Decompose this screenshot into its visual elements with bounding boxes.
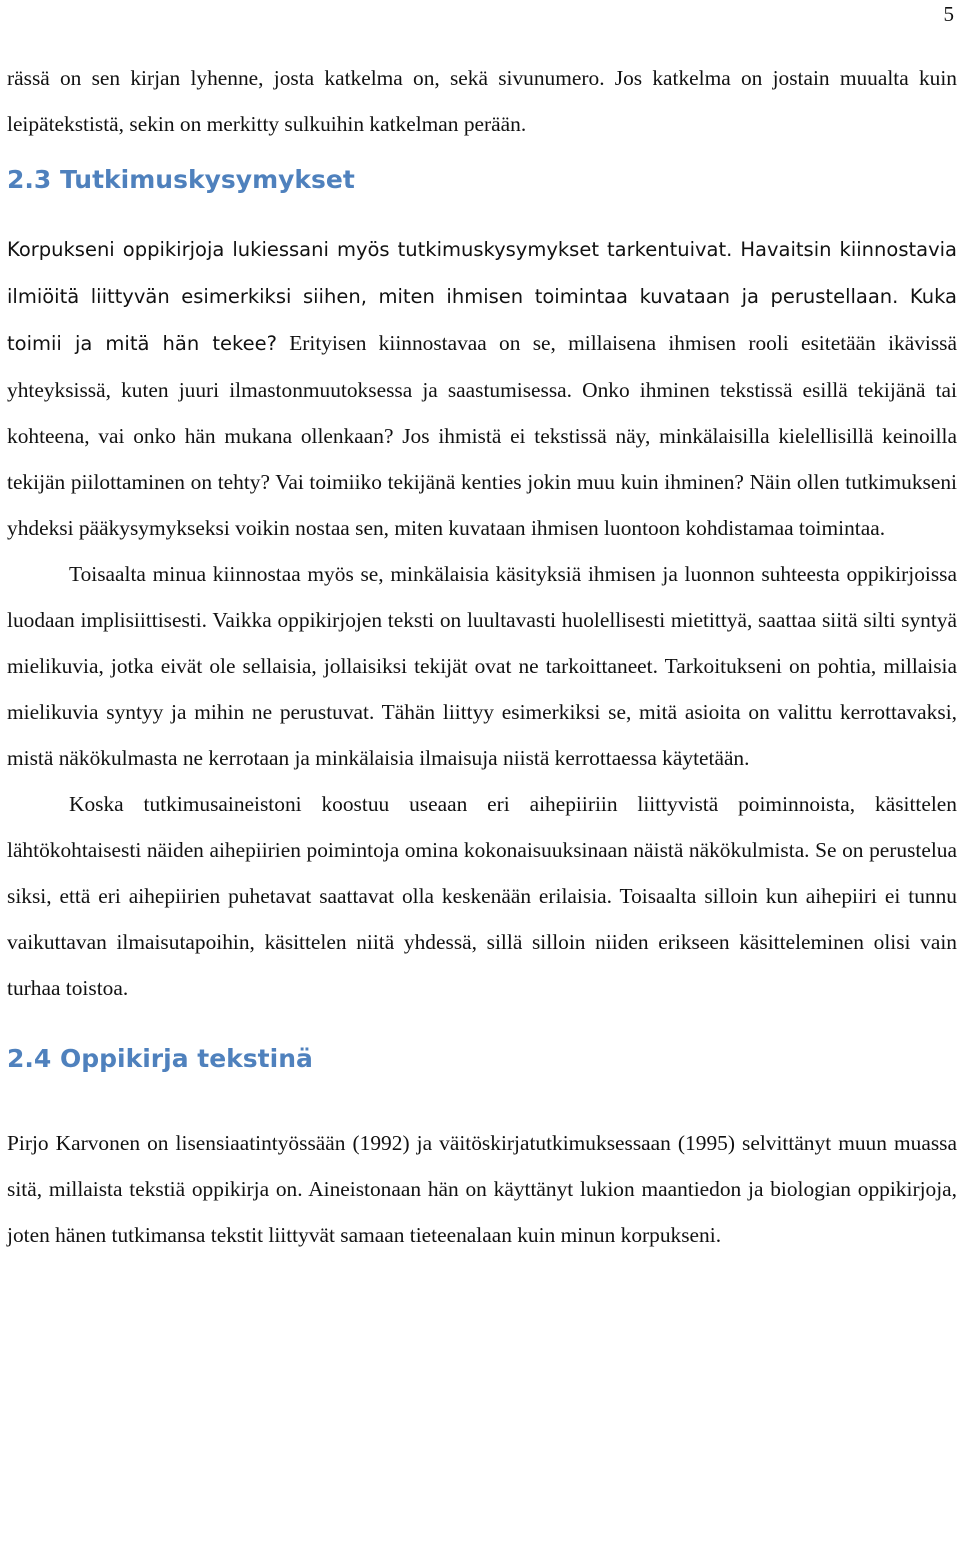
paragraph-serif-fragment: Erityisen kiinnostavaa on se, millaisena ihmisen rooli esitetään ikävissä yhteyksissä, kuten juuri ilmastonmuutoksessa ja saastumisessa. Onko ihminen tekstissä esillä tekijänä tai kohteena, vai onko hän mukana ollenkaan? Jos ihmistä ei tekstissä näy, minkälaisilla kielellisillä keinoilla tekijän piilottaminen on tehty? Vai toimiiko tekijänä kenties jokin muu kuin ihminen? Näin ollen tutkimukseni yhdeksi pääkysymykseksi voikin nostaa sen, miten kuvataan ihmisen luontoon kohdistamaa toimintaa. xyxy=(7,331,957,540)
paragraph-karvonen: Pirjo Karvonen on lisensiaatintyössään (1992) ja väitöskirjatutkimuksessaan (1995) selvittänyt muun muassa sitä, millaista tekstiä oppikirja on. Aineistonaan hän on käyttänyt lukion maantiedon ja biologian oppikirjoja, joten hänen tutkimansa tekstit liittyvät samaan tieteenalaan kuin minun korpukseni. xyxy=(7,1131,957,1247)
paragraph-research-questions xyxy=(7,226,957,551)
document-body xyxy=(7,55,957,1258)
paragraph-sans-fragment: Korpukseni oppikirjoja lukiessani myös tutkimuskysymykset tarkentuivat. Havaitsin kiinnostavia ilmiöitä liittyvän esimerkiksi siihen, miten ihmisen toimintaa kuvataan ja perustellaan. Kuka toimii ja mitä hän tekee? xyxy=(7,238,957,355)
section-heading-2-3: 2.3 Tutkimuskysymykset xyxy=(7,165,355,194)
paragraph-implicit-views: Toisaalta minua kiinnostaa myös se, minkälaisia käsityksiä ihmisen ja luonnon suhteesta oppikirjoissa luodaan implisiittisesti. Vaikka oppikirjojen teksti on luultavasti huolellisesti mietittyä, saattaa siitä silti syntyä mielikuvia, jotka eivät ole sellaisia, jollaisiksi tekijät ovat ne tarkoittaneet. Tarkoitukseni on pohtia, millaisia mielikuvia syntyy ja mihin ne perustuvat. Tähän liittyy esimerkiksi se, mitä asioita on valittu kerrottavaksi, mistä näkökulmasta ne kerrotaan ja minkälaisia ilmaisuja niistä kerrottaessa käytetään. xyxy=(7,562,957,770)
paragraph-topic-areas: Koska tutkimusaineistoni koostuu useaan eri aihepiiriin liittyvistä poiminnoista, käsittelen lähtökohtaisesti näiden aihepiirien poimintoja omina kokonaisuuksinaan näistä näkökulmista. Se on perustelua siksi, että eri aihepiirien puhetavat saattavat olla keskenään erilaisia. Toisaalta silloin kun aihepiiri ei tunnu vaikuttavan ilmaisutapoihin, käsittelen niitä yhdessä, sillä silloin niiden erikseen käsitteleminen olisi vain turhaa toistoa. xyxy=(7,792,957,1000)
page-number: 5 xyxy=(943,2,954,26)
section-heading-2-4: 2.4 Oppikirja tekstinä xyxy=(7,1044,313,1073)
intro-paragraph: rässä on sen kirjan lyhenne, josta katkelma on, sekä sivunumero. Jos katkelma on jostain muualta kuin leipätekstistä, sekin on merkitty sulkuihin katkelman perään. xyxy=(7,66,957,136)
